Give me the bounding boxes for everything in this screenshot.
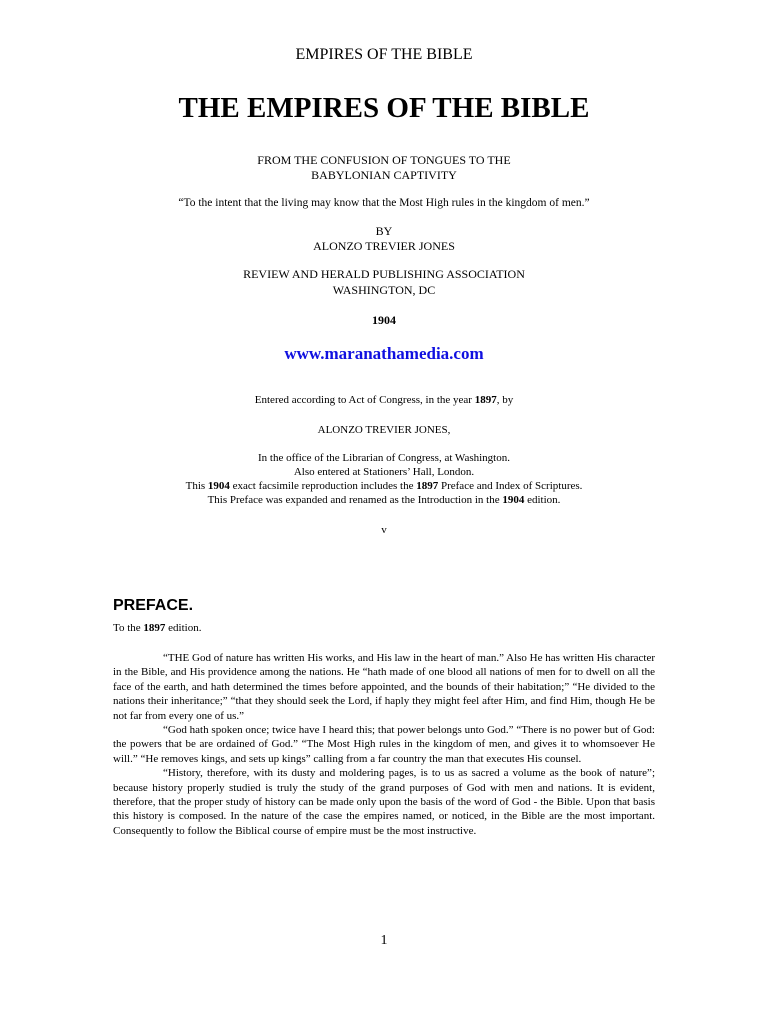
- author-name: ALONZO TREVIER JONES: [313, 239, 455, 253]
- note1-year-2: 1897: [416, 480, 439, 492]
- page-number: 1: [380, 933, 388, 948]
- edition-note-1: [0, 480, 768, 493]
- publication-year: 1904: [372, 313, 396, 327]
- preface-to-b: edition.: [165, 622, 202, 634]
- preface-to-a: To the: [113, 622, 144, 634]
- edition-note-2: [0, 494, 768, 507]
- running-title: EMPIRES OF THE BIBLE: [295, 46, 473, 63]
- note1-text-a: This: [185, 480, 208, 492]
- by-line: BY: [375, 224, 393, 238]
- note1-year-1: 1904: [207, 480, 230, 492]
- note2-text-a: This Preface was expanded and renamed as the Introduction in the: [207, 494, 503, 506]
- note1-text-b: exact facsimile reproduction includes the: [229, 480, 417, 492]
- entered-text-a: Entered according to Act of Congress, in the year: [254, 394, 475, 406]
- copyright-author: ALONZO TREVIER JONES,: [317, 424, 451, 436]
- preface-body: [113, 651, 655, 838]
- book-title: THE EMPIRES OF THE BIBLE: [178, 92, 590, 124]
- publisher-place: WASHINGTON, DC: [332, 283, 436, 297]
- note1-text-c: Preface and Index of Scriptures.: [438, 480, 583, 492]
- note2-text-b: edition.: [524, 494, 561, 506]
- preface-to-year: 1897: [143, 622, 166, 634]
- preface-paragraph-2: “God hath spoken once; twice have I heard this; that power belongs unto God.” “There is no power but of God: the powers that be are ordained of God.” “The Most High rules in the kingdom of men, and gives it to whomsoever He will.” “He removes kings, and sets up kings” calling from a far country the man that executes His counsel.: [113, 724, 655, 765]
- preface-heading: PREFACE.: [113, 597, 194, 614]
- entered-text-b: , by: [496, 394, 514, 406]
- copyright-office: In the office of the Librarian of Congress, at Washington.: [258, 452, 510, 464]
- note2-year: 1904: [502, 494, 525, 506]
- epigraph: “To the intent that the living may know that the Most High rules in the kingdom of men.”: [178, 197, 590, 209]
- entered-year: 1897: [474, 394, 497, 406]
- preface-paragraph-1: “THE God of nature has written His works, and His law in the heart of man.” Also He has written His character in the Bible, and His providence among the nations. He “hath made of one blood all nations of men for to dwell on all the face of the earth, and hath determined the times before appointed, and the bounds of their habitation;” “He divided to the nations their inheritance;” “that they should seek the Lord, if haply they might feel after Him, and find Him, though He be not far from every one of us.”: [113, 652, 655, 722]
- copyright-stationers: Also entered at Stationers’ Hall, London.: [293, 466, 475, 478]
- preface-paragraph-3: “History, therefore, with its dusty and moldering pages, is to us as sacred a volume as the book of nature”; because history properly studied is truly the study of the grand purposes of God with men and nations. It is evident, therefore, that the proper study of history can be made only upon the basis of the word of God - the Bible. Upon that basis this history is composed. In the nature of the case the empires named, or noticed, in the Bible are the most important. Consequently to follow the Biblical course of empire must be the most instructive.: [113, 767, 655, 837]
- publisher-name: REVIEW AND HERALD PUBLISHING ASSOCIATION: [243, 267, 525, 281]
- roman-page-marker: v: [381, 524, 387, 536]
- subtitle-line-1: FROM THE CONFUSION OF TONGUES TO THE: [257, 153, 511, 167]
- website-url-line: [0, 343, 768, 365]
- website-link[interactable]: www.maranathamedia.com: [284, 344, 484, 363]
- subtitle-line-2: BABYLONIAN CAPTIVITY: [311, 168, 457, 182]
- copyright-entered: [0, 394, 768, 407]
- preface-edition-line: [113, 622, 201, 635]
